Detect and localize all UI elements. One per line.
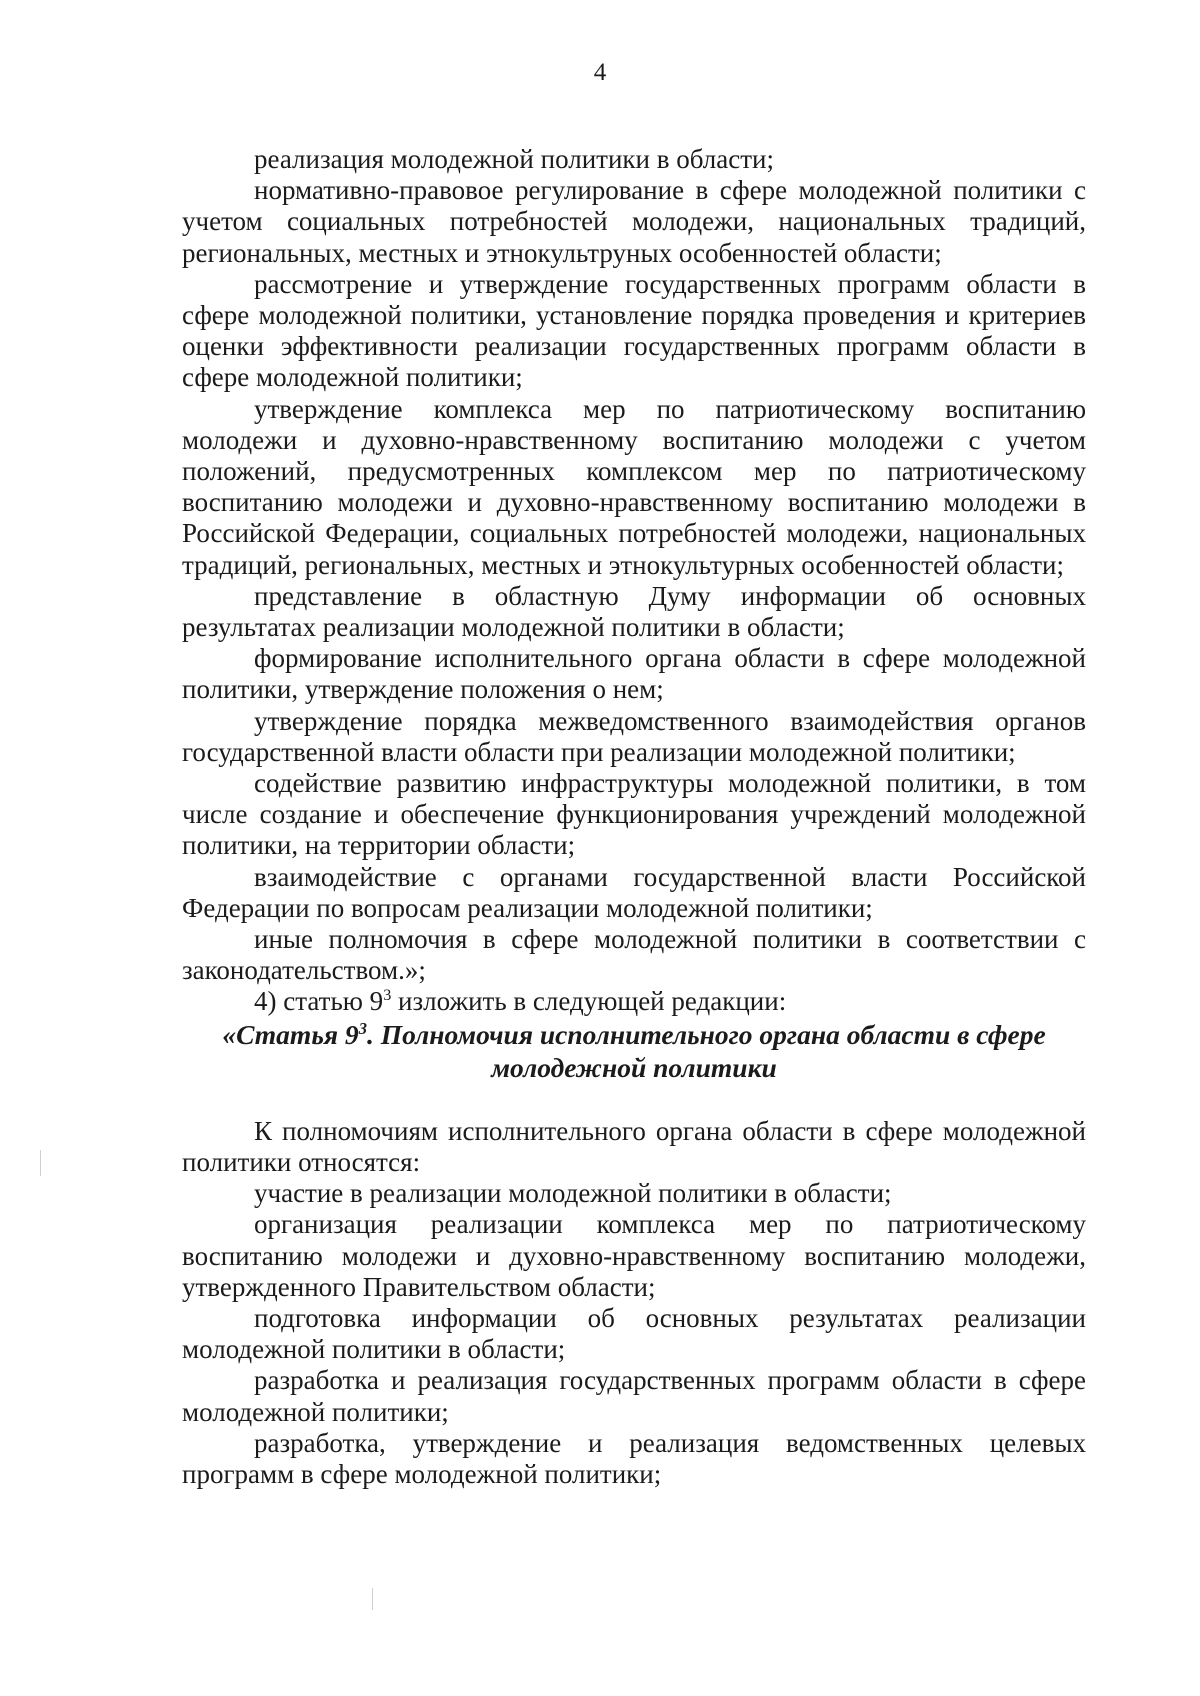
spacer <box>182 1084 1086 1116</box>
amendment-superscript: 3 <box>383 986 392 1005</box>
paragraph: организация реализации комплекса мер по патриотическому воспитанию молодежи и духовно-нравственному воспитанию молодежи, утвержденного Правительством области; <box>182 1209 1086 1302</box>
scan-artifact <box>372 1588 373 1610</box>
article-heading <box>182 1018 1086 1084</box>
paragraph: иные полномочия в сфере молодежной политики в соответствии с законодательством.»; <box>182 924 1086 986</box>
paragraph: подготовка информации об основных результатах реализации молодежной политики в области; <box>182 1302 1086 1365</box>
article-heading-prefix: «Статья 9 <box>222 1018 359 1050</box>
paragraph: участие в реализации молодежной политики в области; <box>254 1178 892 1209</box>
page-number: 4 <box>593 59 607 86</box>
paragraph: разработка и реализация государственных программ области в сфере молодежной политики; <box>182 1365 1086 1427</box>
paragraph: утверждение порядка межведомственного взаимодействия органов государственной власти области при реализации молодежной политики; <box>182 705 1086 767</box>
amendment-prefix: 4) статью 9 <box>254 986 384 1017</box>
paragraph: разработка, утверждение и реализация ведомственных целевых программ в сфере молодежной политики; <box>182 1427 1086 1489</box>
document-body <box>182 144 1086 1490</box>
paragraph: утверждение комплекса мер по патриотическому воспитанию молодежи и духовно-нравственному воспитанию молодежи с учетом положений, предусмотренных комплексом мер по патриотическому воспитанию молодежи и духовно-нравственному воспитанию молодежи в Российской Федерации, социальных потребностей молодежи, национальных традиций, региональных, местных и этнокультурных особенностей области; <box>182 393 1086 580</box>
paragraph: взаимодействие с органами государственной власти Российской Федерации по вопросам реализации молодежной политики; <box>182 861 1086 923</box>
paragraph: К полномочиям исполнительного органа области в сфере молодежной политики относятся: <box>182 1115 1086 1177</box>
scan-artifact <box>40 1150 41 1176</box>
paragraph: содействие развитию инфраструктуры молодежной политики, в том числе создание и обеспечение функционирования учреждений молодежной политики, на территории области; <box>182 768 1086 861</box>
paragraph: рассмотрение и утверждение государственных программ области в сфере молодежной политики, установление порядка проведения и критериев оценки эффективности реализации государственных программ области в сфере молодежной политики; <box>182 268 1086 393</box>
article-heading-superscript: 3 <box>358 1018 367 1038</box>
paragraph: реализация молодежной политики в области; <box>254 144 774 174</box>
paragraph: нормативно-правовое регулирование в сфере молодежной политики с учетом социальных потребностей молодежи, национальных традиций, региональных, местных и этнокультруных особенностей области; <box>182 175 1086 268</box>
article-heading-line2: молодежной политики <box>491 1051 777 1083</box>
paragraph: формирование исполнительного органа области в сфере молодежной политики, утверждение положения о нем; <box>182 643 1086 705</box>
article-heading-title: . Полномочия исполнительного органа области в сфере <box>366 1018 1046 1050</box>
amendment-suffix: изложить в следующей редакции: <box>391 986 787 1017</box>
amendment-item <box>182 986 1086 1017</box>
paragraph: представление в областную Думу информации об основных результатах реализации молодежной политики в области; <box>182 580 1086 643</box>
